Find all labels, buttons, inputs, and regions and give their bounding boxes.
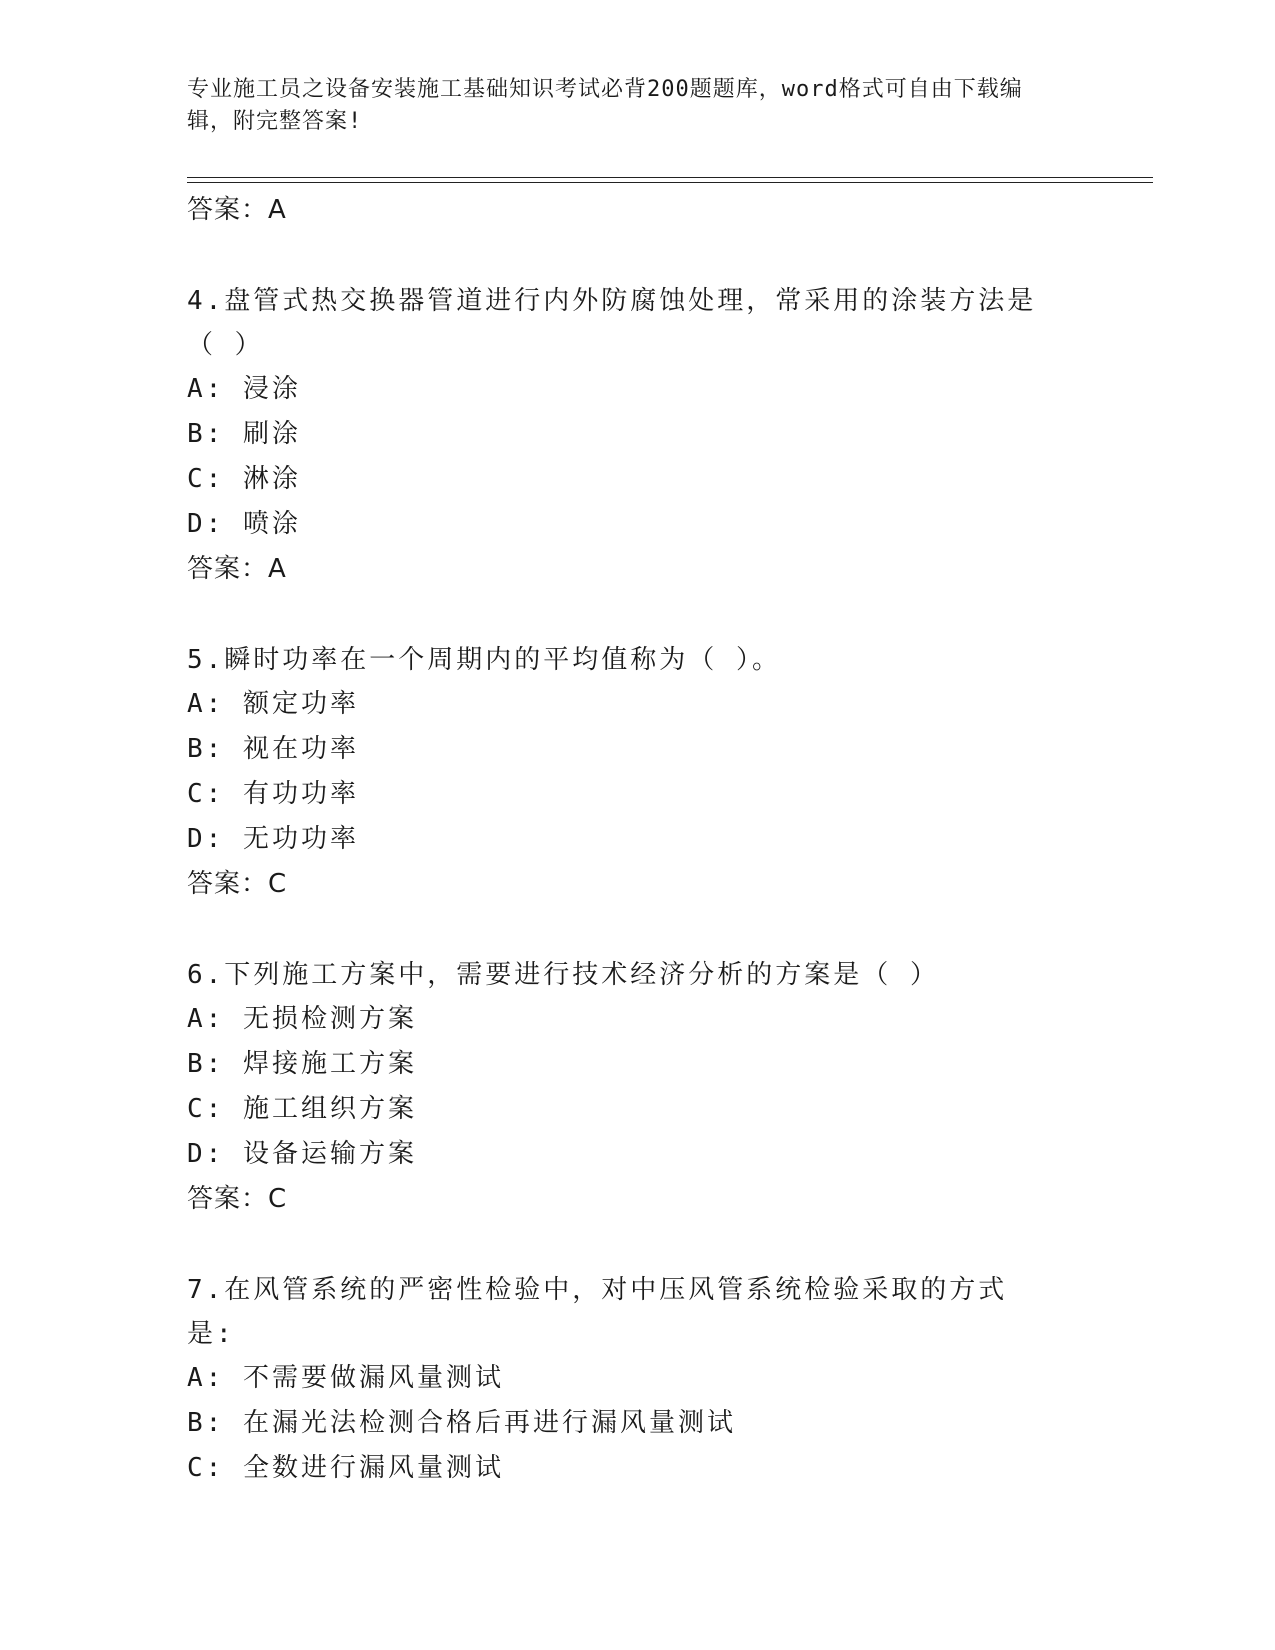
option-c: C: 全数进行漏风量测试 <box>187 1453 504 1483</box>
document-content <box>187 188 1067 1491</box>
question-stem: 7.在风管系统的严密性检验中，对中压风管系统检验采取的方式是: <box>187 1275 1008 1349</box>
option-b: B: 在漏光法检测合格后再进行漏风量测试 <box>187 1408 736 1438</box>
option-a: A: 不需要做漏风量测试 <box>187 1363 504 1393</box>
option-b: B: 焊接施工方案 <box>187 1049 417 1079</box>
option-c: C: 有功功率 <box>187 779 359 809</box>
header-rule-bottom <box>187 182 1153 183</box>
question-stem: 6.下列施工方案中，需要进行技术经济分析的方案是（ ） <box>187 960 939 990</box>
question-answer: 答案：C <box>187 869 288 899</box>
question-stem: 5.瞬时功率在一个周期内的平均值称为（ ）。 <box>187 645 781 675</box>
option-a: A: 浸涂 <box>187 374 301 404</box>
option-b: B: 刷涂 <box>187 419 301 449</box>
option-d: D: 喷涂 <box>187 509 301 539</box>
option-c: C: 施工组织方案 <box>187 1094 417 1124</box>
question-block <box>187 279 1067 592</box>
document-header: 专业施工员之设备安装施工基础知识考试必背200题题库，word格式可自由下载编辑，附完整答案! <box>187 77 1023 134</box>
option-b: B: 视在功率 <box>187 734 359 764</box>
question-stem: 4.盘管式热交换器管道进行内外防腐蚀处理，常采用的涂装方法是（ ） <box>187 286 1037 360</box>
question-block <box>187 1268 1067 1491</box>
previous-answer: 答案：A <box>187 195 287 225</box>
option-d: D: 无功功率 <box>187 824 359 854</box>
question-block <box>187 953 1067 1222</box>
option-a: A: 无损检测方案 <box>187 1004 417 1034</box>
question-answer: 答案：C <box>187 1184 288 1214</box>
option-d: D: 设备运输方案 <box>187 1139 417 1169</box>
header-rule-top <box>187 177 1153 178</box>
question-answer: 答案：A <box>187 554 287 584</box>
question-block <box>187 638 1067 907</box>
option-c: C: 淋涂 <box>187 464 301 494</box>
option-a: A: 额定功率 <box>187 689 359 719</box>
